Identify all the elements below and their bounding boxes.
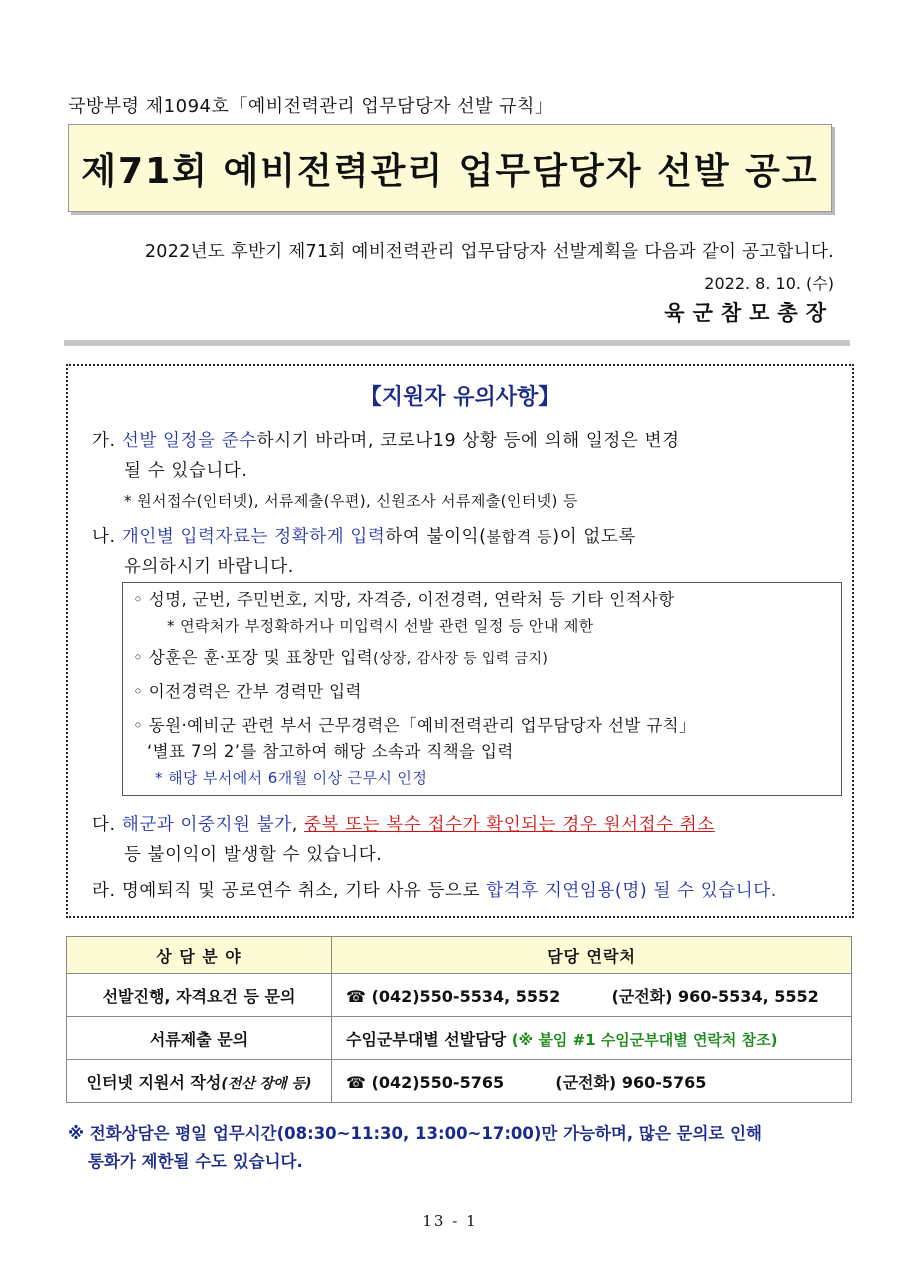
item-marker: 라. (92, 881, 116, 901)
item-warning: 중복 또는 복수 접수가 확인되는 경우 원서접수 취소 (304, 815, 715, 835)
guideline-mobilization: ◦ 동원·예비군 관련 부서 근무경력은「예비전력관리 업무담당자 선발 규칙」 (133, 716, 696, 735)
notice-item-ra (92, 876, 832, 906)
item-text: 명예퇴직 및 공로연수 취소, 기타 사유 등으로 (121, 881, 487, 901)
page-number: 13 - 1 (422, 1212, 478, 1230)
item-marker: 나. (92, 527, 116, 547)
guideline-personal-info: ◦ 성명, 군번, 주민번호, 지망, 자격증, 이전경력, 연락처 등 기타 인적사항 (133, 590, 675, 609)
footnote (68, 1120, 848, 1176)
notice-title: 【지원자 유의사항】 (359, 385, 561, 410)
item-text: 하여 불이익( (385, 527, 487, 547)
table-cell-contact (332, 974, 852, 1017)
item-marker: 가. (92, 431, 116, 451)
row-label-small: (전산 장애 등) (221, 1075, 312, 1092)
item-highlight: 해군과 이중지원 불가 (121, 815, 292, 835)
guideline-awards-text: ◦ 상훈은 훈·포장 및 표창만 입력 (133, 648, 374, 667)
page-title: 제71회 예비전력관리 업무담당자 선발 공고 (81, 150, 819, 192)
item-text-cont: 될 수 있습니다. (124, 461, 248, 481)
table-header-row (67, 937, 852, 974)
item-text: )이 없도록 (552, 527, 636, 547)
announcement-date: 2022. 8. 10. (수) (704, 274, 834, 293)
item-marker: 다. (92, 815, 116, 835)
guideline-mobilization-note: * 해당 부서에서 6개월 이상 근무시 인정 (155, 769, 428, 787)
notice-box (66, 364, 854, 918)
notice-item-ga (92, 426, 832, 516)
guideline-awards-small: (상장, 감사장 등 입력 금지) (373, 651, 549, 667)
phone-number: ☎ (042)550-5534, 5552 (346, 986, 561, 1006)
table-row (67, 974, 852, 1017)
table-cell-contact (332, 1017, 852, 1060)
table-cell-label: 서류제출 문의 (67, 1017, 332, 1060)
title-box (68, 124, 832, 212)
footnote-line: ※ 전화상담은 평일 업무시간(08:30~11:30, 13:00~17:00)만 가능하며, 많은 문의로 인해 (68, 1124, 762, 1143)
item-note: * 원서접수(인터넷), 서류제출(우편), 신원조사 서류제출(인터넷) 등 (124, 492, 578, 510)
row-label: 인터넷 지원서 작성 (86, 1072, 222, 1092)
notice-item-da (92, 810, 832, 870)
contact-table (66, 936, 852, 1103)
table-header: 상 담 분 야 (67, 937, 332, 974)
item-text-cont: 등 불이익이 발생할 수 있습니다. (124, 845, 383, 865)
table-row (67, 1017, 852, 1060)
contact-reference: (※ 붙임 #1 수임군부대별 연락처 참조) (511, 1030, 778, 1049)
phone-number: ☎ (042)550-5765 (346, 1072, 505, 1092)
table-cell-contact (332, 1060, 852, 1103)
guideline-contact-note: * 연락처가 부정확하거나 미입력시 선발 관련 일정 등 안내 제한 (167, 617, 594, 635)
table-cell-label (67, 1060, 332, 1103)
table-cell-label: 선발진행, 자격요건 등 문의 (67, 974, 332, 1017)
item-text: 하시기 바라며, 코로나19 상황 등에 의해 일정은 변경 (256, 431, 680, 451)
regulation-reference: 국방부령 제1094호「예비전력관리 업무담당자 선발 규칙」 (68, 96, 554, 117)
item-text-small: 불합격 등 (486, 528, 553, 546)
military-phone: (군전화) 960-5765 (555, 1072, 707, 1092)
notice-item-na (92, 522, 832, 582)
issuer: 육군참모총장 (664, 301, 834, 325)
table-row (67, 1060, 852, 1103)
military-phone: (군전화) 960-5534, 5552 (611, 986, 819, 1006)
item-text-cont: 유의하시기 바랍니다. (124, 557, 294, 577)
item-highlight: 합격후 지연임용(명) 될 수 있습니다. (486, 881, 777, 901)
guideline-career: ◦ 이전경력은 간부 경력만 입력 (133, 682, 362, 701)
item-sep: , (291, 815, 305, 835)
intro-text: 2022년도 후반기 제71회 예비전력관리 업무담당자 선발계획을 다음과 같이 공고합니다. (144, 242, 834, 262)
guideline-awards (133, 645, 548, 672)
item-highlight: 선발 일정을 준수 (121, 431, 257, 451)
divider (64, 340, 850, 346)
contact-text: 수임군부대별 선발담당 (346, 1029, 512, 1049)
item-highlight: 개인별 입력자료는 정확하게 입력 (121, 527, 386, 547)
guideline-mobilization-cont: ‘별표 7의 2’를 참고하여 해당 소속과 직책을 입력 (147, 742, 514, 761)
table-header: 담당 연락처 (332, 937, 852, 974)
input-guidelines-box (122, 582, 842, 796)
footnote-line: 통화가 제한될 수도 있습니다. (88, 1152, 303, 1171)
